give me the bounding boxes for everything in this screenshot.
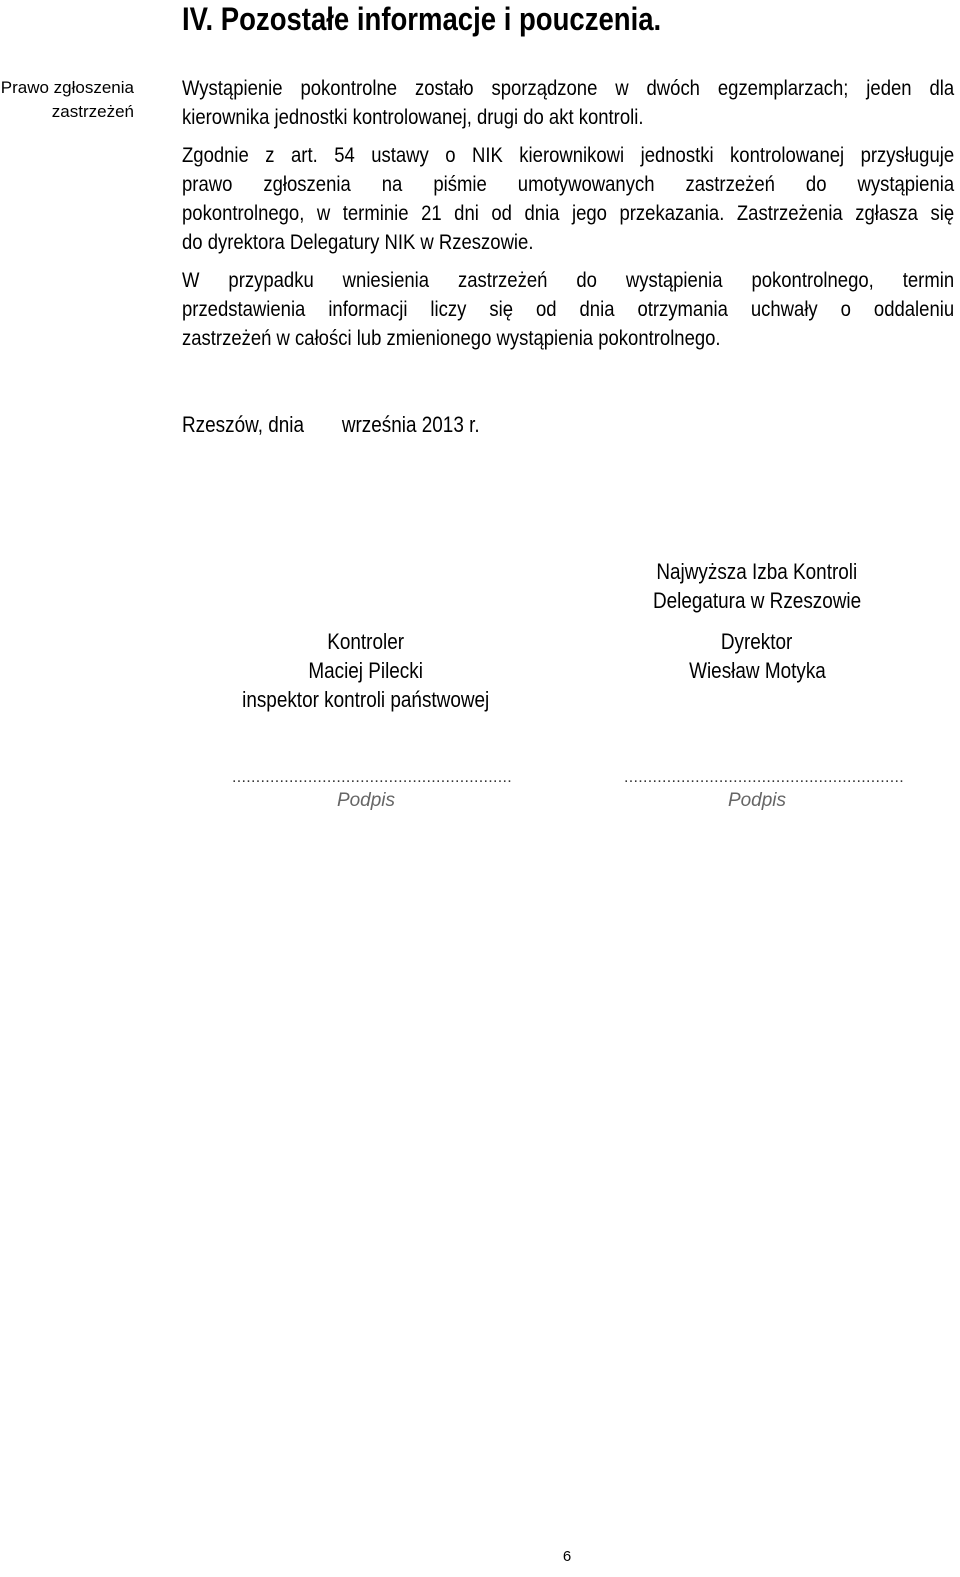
- text-line: prawo zgłoszenia na piśmie umotywowanych zastrzeżeń do wystąpienia: [182, 172, 955, 196]
- margin-note-line: zastrzeżeń: [51, 102, 134, 121]
- text-line: Wystąpienie pokontrolne zostało sporządzone w dwóch egzemplarzach; jeden dla: [182, 76, 955, 100]
- signatory-role: Dyrektor: [721, 629, 793, 654]
- paragraph-objection-right: [182, 141, 954, 257]
- place-and-date: [182, 410, 528, 440]
- text-line: W przypadku wniesienia zastrzeżeń do wystąpienia pokontrolnego, termin: [182, 268, 955, 292]
- signature-line-left: ...........................................................: [232, 769, 512, 786]
- margin-note-line: Prawo zgłoszenia: [0, 78, 134, 97]
- body-text: [182, 74, 954, 362]
- signature-caption-right: Podpis: [727, 790, 787, 811]
- institution-block: [570, 557, 944, 615]
- text-line: kierownika jednostki kontrolowanej, drugi do akt kontroli.: [182, 105, 644, 129]
- section-heading: IV. Pozostałe informacje i pouczenia.: [182, 1, 662, 37]
- page-number: 6: [562, 1548, 572, 1565]
- signature-line-right: ...........................................................: [624, 769, 904, 786]
- signatory-inspector: [180, 627, 552, 714]
- place: Rzeszów, dnia: [182, 412, 304, 437]
- signatory-role: Kontroler: [327, 629, 405, 654]
- institution-name: Najwyższa Izba Kontroli: [656, 559, 858, 584]
- text-line: do dyrektora Delegatury NIK w Rzeszowie.: [182, 230, 534, 254]
- text-line: pokontrolnego, w terminie 21 dni od dnia jego przekazania. Zastrzeżenia zgłasza się: [182, 201, 955, 225]
- signatory-director: [570, 627, 944, 685]
- date: września 2013 r.: [341, 412, 480, 437]
- paragraph-deadline: [182, 266, 954, 353]
- text-line: Zgodnie z art. 54 ustawy o NIK kierownikowi jednostki kontrolowanej przysługuje: [182, 143, 955, 167]
- text-line: przedstawienia informacji liczy się od dnia otrzymania uchwały o oddaleniu: [182, 297, 955, 321]
- signature-caption-left: Podpis: [336, 790, 396, 811]
- signatory-name: Maciej Pilecki: [308, 658, 424, 683]
- signatory-title: inspektor kontroli państwowej: [242, 687, 490, 712]
- paragraph-copies: [182, 74, 954, 132]
- text-line: zastrzeżeń w całości lub zmienionego wystąpienia pokontrolnego.: [182, 326, 721, 350]
- margin-note: [0, 76, 134, 124]
- signatory-name: Wiesław Motyka: [688, 658, 826, 683]
- institution-branch: Delegatura w Rzeszowie: [652, 588, 862, 613]
